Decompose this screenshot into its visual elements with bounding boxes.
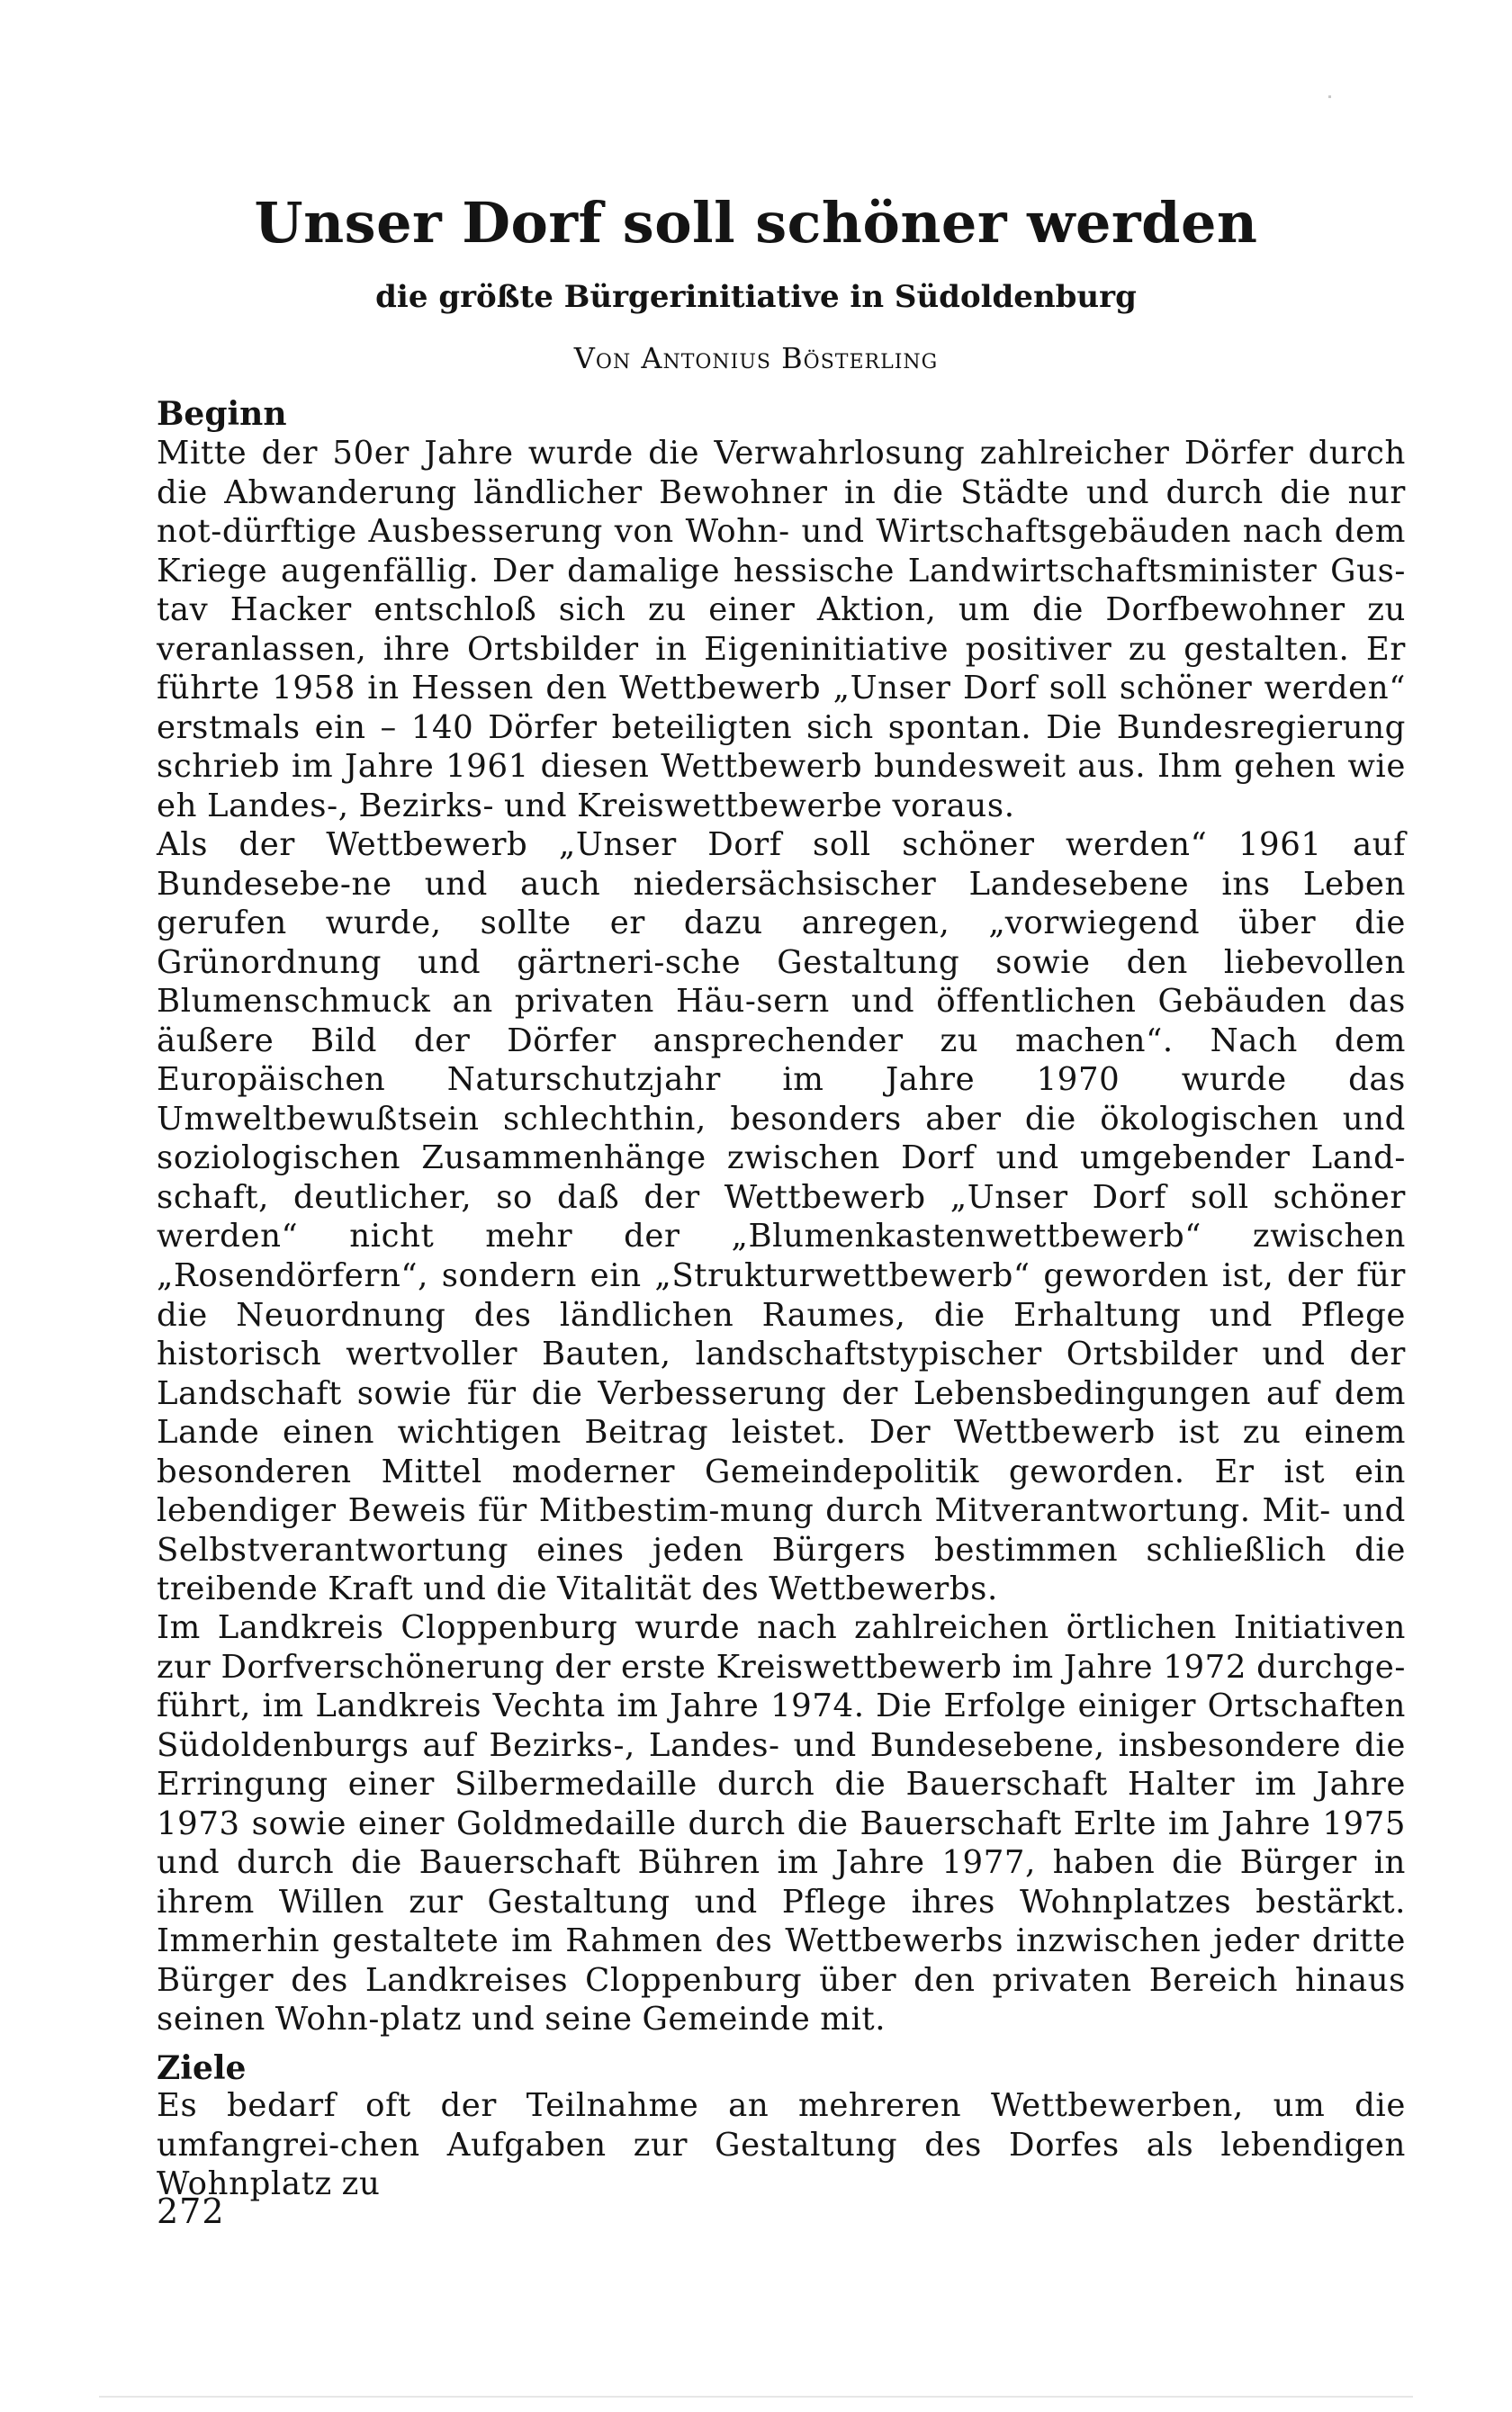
paragraph-beginn-2: Als der Wettbewerb „Unser Dorf soll schöner werden“ 1961 auf Bundesebe-ne und auch niedersächsischer Landesebene ins Leben gerufen wurde, sollte er dazu anregen, „vorwiegend über die Grünordnung und gärtneri-sche Gestaltung sowie den liebevollen Blumenschmuck an privaten Häu-sern und öffentlichen Gebäuden das äußere Bild der Dörfer ansprechender zu machen“. Nach dem Europäischen Naturschutzjahr im Jahre 1970 wurde das Umweltbewußtsein schlechthin, besonders aber die ökologischen und soziologischen Zusammenhänge zwischen Dorf und umgebender Land-schaft, deutlicher, so daß der Wettbewerb „Unser Dorf soll schöner werden“ nicht mehr der „Blumenkastenwettbewerb“ zwischen „Rosendörfern“, sondern ein „Strukturwettbewerb“ geworden ist, der für die Neuordnung des ländlichen Raumes, die Erhaltung und Pflege historisch wertvoller Bauten, landschaftstypischer Ortsbilder und der Landschaft sowie für die Verbesserung der Lebensbedingungen auf dem Lande einen wichtigen Beitrag leistet. Der Wettbewerb ist zu einem besonderen Mittel moderner Gemeindepolitik geworden. Er ist ein lebendiger Beweis für Mitbestim-mung durch Mitverantwortung. Mit- und Selbstverantwortung eines jeden Bürgers bestimmen schließlich die treibende Kraft und die Vitalität des Wettbewerbs. (157, 826, 1406, 1608)
scan-edge-line (99, 2396, 1413, 2398)
paragraph-ziele-1: Es bedarf oft der Teilnahme an mehreren Wettbewerben, um die umfangrei-chen Aufgaben zur Gestaltung des Dorfes als lebendigen Wohnplatz zu (157, 2087, 1406, 2203)
section-heading-beginn: Beginn (157, 395, 287, 433)
page-number: 272 (157, 2192, 225, 2231)
article-subtitle: die größte Bürgerinitiative in Südoldenburg (375, 279, 1137, 315)
article-title: Unser Dorf soll schöner werden (254, 190, 1258, 256)
paragraph-beginn-1: Mitte der 50er Jahre wurde die Verwahrlosung zahlreicher Dörfer durch die Abwanderung ländlicher Bewohner in die Städte und durch die nur not-dürftige Ausbesserung von Wohn- und Wirtschaftsgebäuden nach dem Kriege augenfällig. Der damalige hessische Landwirtschaftsminister Gus-tav Hacker entschloß sich zu einer Aktion, um die Dorfbewohner zu veranlassen, ihre Ortsbilder in Eigeninitiative positiver zu gestalten. Er führte 1958 in Hessen den Wettbewerb „Unser Dorf soll schöner werden“ erstmals ein – 140 Dörfer beteiligten sich spontan. Die Bundesregierung schrieb im Jahre 1961 diesen Wettbewerb bundesweit aus. Ihm gehen wie eh Landes-, Bezirks- und Kreiswettbewerbe voraus. (157, 435, 1406, 824)
section-heading-ziele: Ziele (157, 2049, 247, 2087)
article-author: Von Antonius Bösterling (573, 341, 939, 375)
scan-speck (1328, 95, 1331, 98)
paragraph-beginn-3: Im Landkreis Cloppenburg wurde nach zahlreichen örtlichen Initiativen zur Dorfverschönerung der erste Kreiswettbewerb im Jahre 1972 durchge-führt, im Landkreis Vechta im Jahre 1974. Die Erfolge einiger Ortschaften Südoldenburgs auf Bezirks-, Landes- und Bundesebene, insbesondere die Erringung einer Silbermedaille durch die Bauerschaft Halter im Jahre 1973 sowie einer Goldmedaille durch die Bauerschaft Erlte im Jahre 1975 und durch die Bauerschaft Bühren im Jahre 1977, haben die Bürger in ihrem Willen zur Gestaltung und Pflege ihres Wohnplatzes bestärkt. Immerhin gestaltete im Rahmen des Wettbewerbs inzwischen jeder dritte Bürger des Landkreises Cloppenburg über den privaten Bereich hinaus seinen Wohn-platz und seine Gemeinde mit. (157, 1609, 1406, 2038)
